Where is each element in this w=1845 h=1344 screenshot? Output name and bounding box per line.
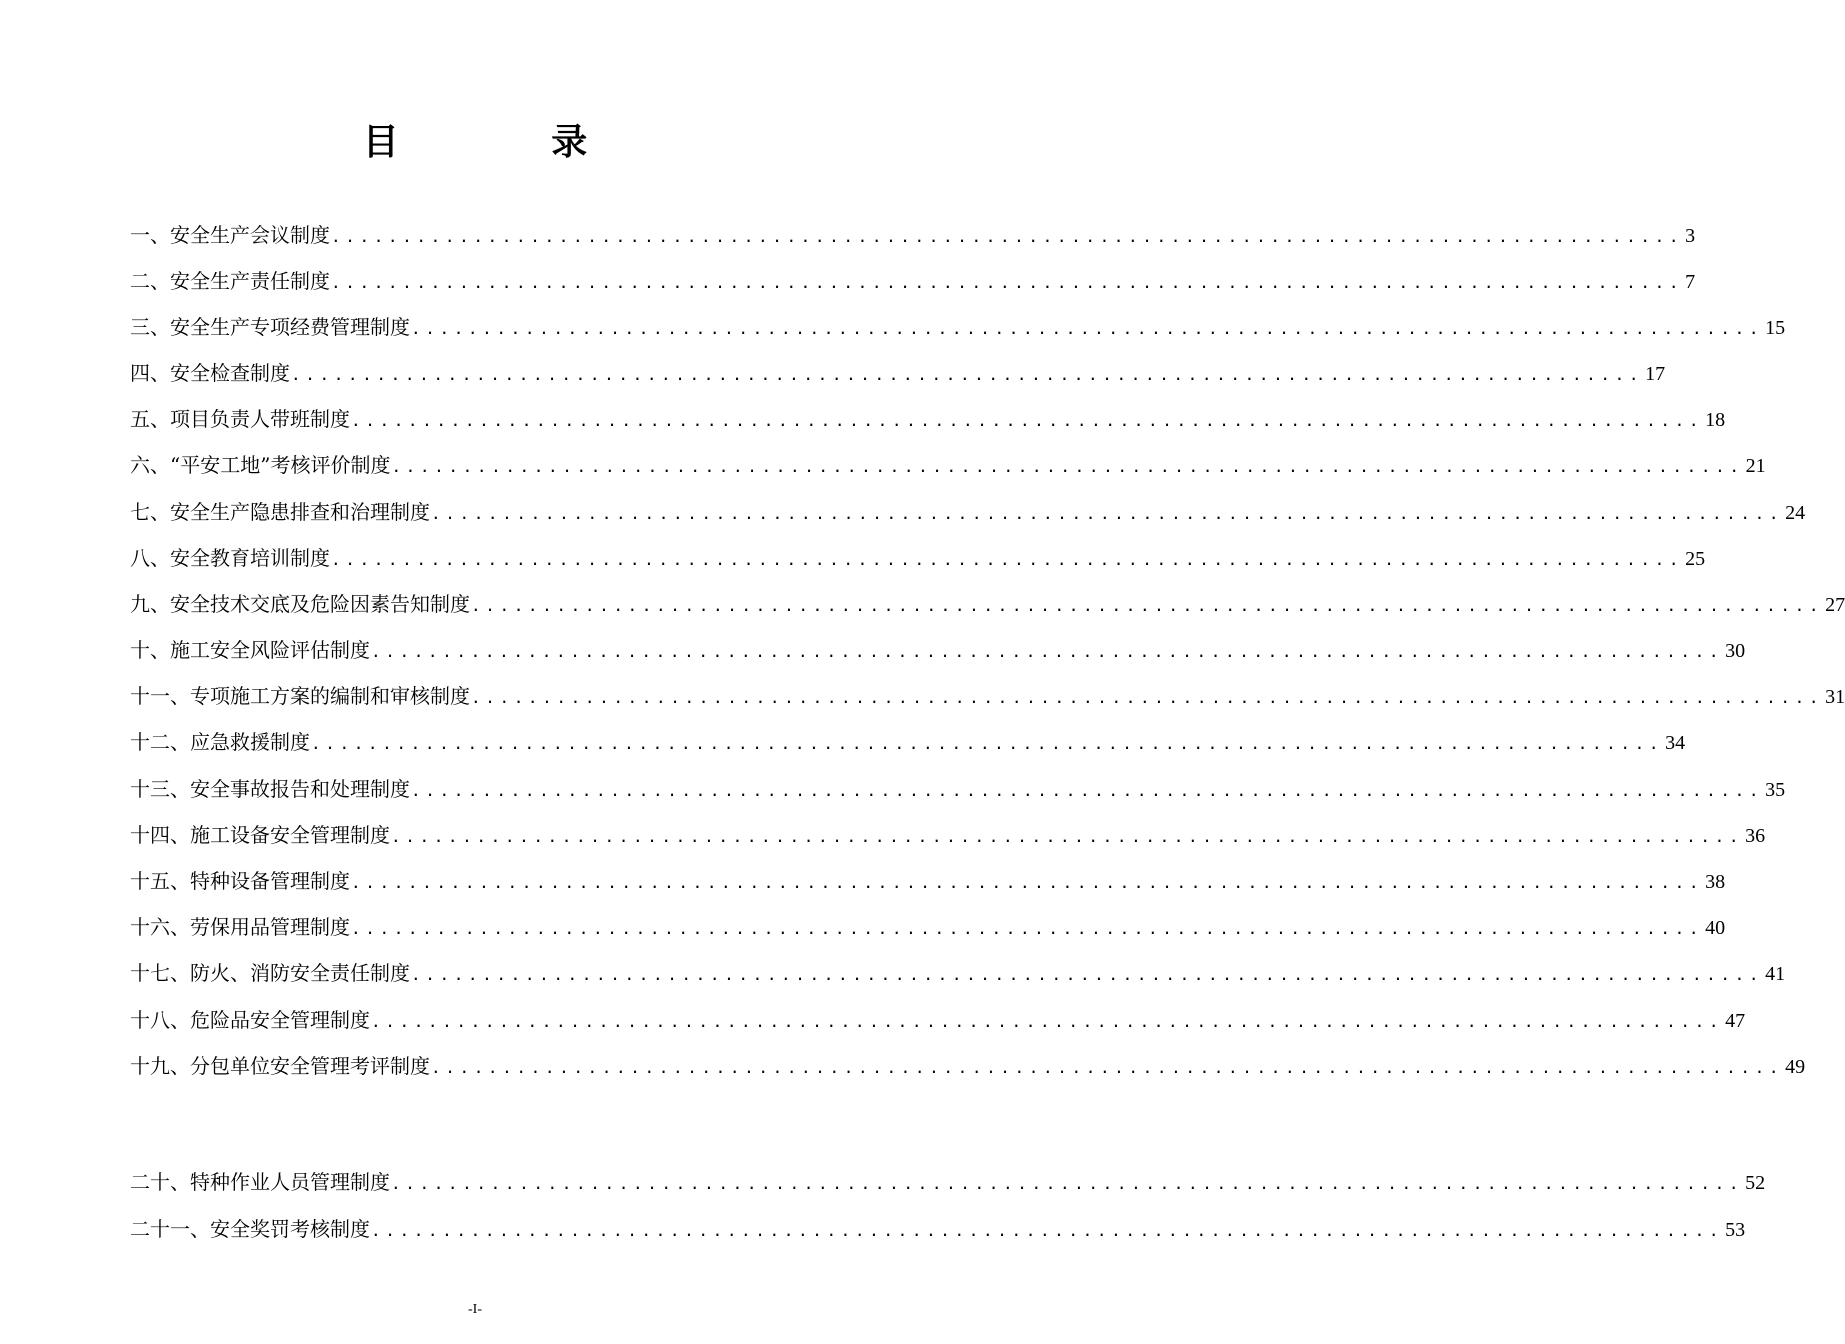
toc-entry-page: 24 (1785, 502, 1806, 524)
toc-entry-page: 25 (1685, 548, 1706, 570)
toc-entry-label: 五、项目负责人带班制度 (130, 407, 350, 431)
toc-entry-20[interactable] (130, 1167, 1766, 1197)
toc-dot-leader: ............................................................................................... (391, 1174, 1744, 1193)
toc-dot-leader: ............................................................................................... (431, 504, 1784, 523)
toc-entry-label: 八、安全教育培训制度 (130, 546, 330, 570)
toc-dot-leader: ............................................................................................... (311, 734, 1664, 753)
toc-dot-leader: ............................................................................................... (371, 1012, 1724, 1031)
toc-entry-label: 二十一、安全奖罚考核制度 (130, 1217, 370, 1241)
toc-entry-page: 52 (1745, 1172, 1766, 1194)
toc-dot-leader: ............................................................................................... (371, 642, 1724, 661)
toc-entry-label: 三、安全生产专项经费管理制度 (130, 315, 410, 339)
toc-dot-leader: ............................................................................................... (331, 550, 1684, 569)
toc-dot-leader: ............................................................................................... (351, 919, 1704, 938)
toc-entry-16[interactable] (130, 912, 1726, 942)
toc-entry-1[interactable] (130, 220, 1696, 250)
toc-entry-label: 十、施工安全风险评估制度 (130, 638, 370, 662)
toc-entry-label: 四、安全检查制度 (130, 361, 290, 385)
toc-entry-page: 38 (1705, 871, 1726, 893)
toc-entry-label: 二、安全生产责任制度 (130, 269, 330, 293)
toc-dot-leader: ............................................................................................... (431, 1058, 1784, 1077)
toc-dot-leader: ............................................................................................... (331, 273, 1684, 292)
toc-entry-page: 31 (1825, 686, 1845, 708)
toc-dot-leader: ............................................................................................... (471, 596, 1824, 615)
toc-entry-12[interactable] (130, 727, 1686, 757)
page-title: 目 录 (362, 121, 658, 163)
toc-entry-5[interactable] (130, 404, 1726, 434)
toc-entry-17[interactable] (130, 958, 1786, 988)
toc-entry-label: 十三、安全事故报告和处理制度 (130, 777, 410, 801)
toc-entry-13[interactable] (130, 774, 1786, 804)
toc-entry-label: 九、安全技术交底及危险因素告知制度 (130, 592, 470, 616)
toc-dot-leader: ............................................................................................... (371, 1221, 1724, 1240)
toc-entry-3[interactable] (130, 312, 1786, 342)
toc-dot-leader: ............................................................................................... (391, 827, 1744, 846)
toc-entry-label: 十四、施工设备安全管理制度 (130, 823, 390, 847)
toc-entry-label: 七、安全生产隐患排查和治理制度 (130, 500, 430, 524)
toc-entry-label: 六、“平安工地”考核评价制度 (130, 453, 391, 477)
toc-entry-label: 十六、劳保用品管理制度 (130, 915, 350, 939)
toc-dot-leader: ............................................................................................... (291, 365, 1644, 384)
toc-entry-10[interactable] (130, 635, 1746, 665)
toc-entry-8[interactable] (130, 543, 1706, 573)
toc-entry-14[interactable] (130, 820, 1766, 850)
toc-entry-page: 53 (1725, 1219, 1746, 1241)
toc-entry-page: 7 (1685, 271, 1696, 293)
toc-entry-label: 十一、专项施工方案的编制和审核制度 (130, 684, 470, 708)
toc-dot-leader: ............................................................................................... (351, 411, 1704, 430)
toc-entry-page: 47 (1725, 1010, 1746, 1032)
toc-dot-leader: ............................................................................................... (411, 965, 1764, 984)
toc-dot-leader: ............................................................................................... (391, 457, 1744, 476)
toc-entry-7[interactable] (130, 497, 1806, 527)
toc-dot-leader: ............................................................................................... (411, 319, 1764, 338)
toc-entry-page: 34 (1665, 732, 1686, 754)
toc-entry-page: 40 (1705, 917, 1726, 939)
toc-entry-page: 36 (1745, 825, 1766, 847)
page-number-footer: -I- (468, 1302, 482, 1317)
toc-entry-label: 十二、应急救援制度 (130, 730, 310, 754)
toc-entry-page: 30 (1725, 640, 1746, 662)
toc-entry-19[interactable] (130, 1051, 1806, 1081)
toc-dot-leader: ............................................................................................... (331, 227, 1684, 246)
toc-dot-leader: ............................................................................................... (471, 688, 1824, 707)
toc-dot-leader: ............................................................................................... (351, 873, 1704, 892)
toc-entry-page: 3 (1685, 225, 1696, 247)
toc-entry-11[interactable] (130, 681, 1845, 711)
toc-entry-page: 15 (1765, 317, 1786, 339)
toc-entry-page: 17 (1645, 363, 1666, 385)
toc-entry-label: 十九、分包单位安全管理考评制度 (130, 1054, 430, 1078)
toc-entry-page: 49 (1785, 1056, 1806, 1078)
toc-entry-label: 十五、特种设备管理制度 (130, 869, 350, 893)
toc-entry-page: 27 (1825, 594, 1845, 616)
toc-entry-label: 二十、特种作业人员管理制度 (130, 1170, 390, 1194)
toc-entry-21[interactable] (130, 1214, 1746, 1244)
toc-entry-2[interactable] (130, 266, 1696, 296)
toc-entry-page: 21 (1745, 455, 1766, 477)
toc-entry-label: 十八、危险品安全管理制度 (130, 1008, 370, 1032)
toc-entry-9[interactable] (130, 589, 1845, 619)
toc-entry-18[interactable] (130, 1005, 1746, 1035)
toc-entry-4[interactable] (130, 358, 1666, 388)
toc-entry-page: 35 (1765, 779, 1786, 801)
toc-entry-15[interactable] (130, 866, 1726, 896)
toc-entry-6[interactable] (130, 450, 1766, 480)
toc-dot-leader: ............................................................................................... (411, 781, 1764, 800)
toc-entry-page: 41 (1765, 963, 1786, 985)
toc-entry-label: 十七、防火、消防安全责任制度 (130, 961, 410, 985)
toc-entry-label: 一、安全生产会议制度 (130, 223, 330, 247)
toc-entry-page: 18 (1705, 409, 1726, 431)
